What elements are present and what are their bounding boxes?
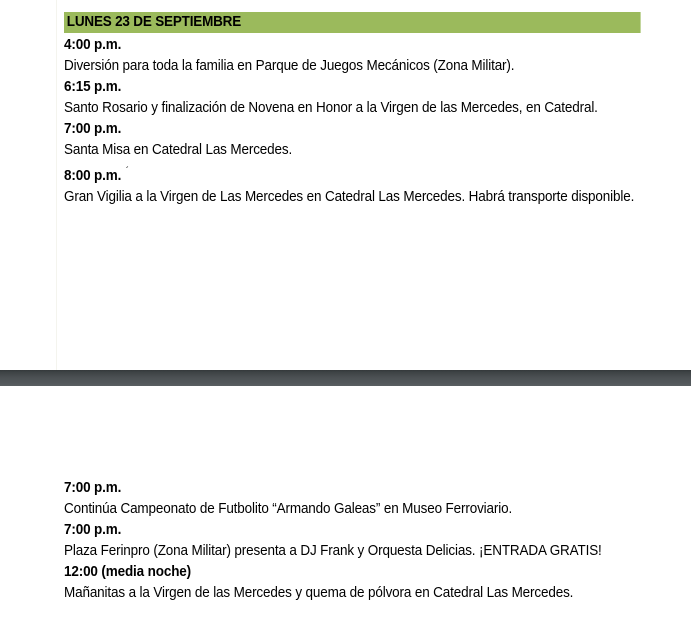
event-time: 4:00 p.m. <box>64 37 122 53</box>
event-description: Santa Misa en Catedral Las Mercedes. <box>64 142 293 158</box>
time-stray-mark: ´ <box>125 166 129 177</box>
event-item <box>64 562 638 604</box>
event-time: 7:00 p.m. <box>64 121 122 137</box>
event-time: 8:00 p.m. ´ <box>64 166 129 184</box>
page-break-separator <box>0 370 691 386</box>
event-time: 7:00 p.m. <box>64 522 122 538</box>
day-header-banner <box>64 12 641 33</box>
event-description: Plaza Ferinpro (Zona Militar) presenta a DJ Frank y Orquesta Delicias. ¡ENTRADA GRATIS! <box>64 543 602 559</box>
event-description: Continúa Campeonato de Futbolito “Armando Galeas” en Museo Ferroviario. <box>64 501 513 517</box>
day-header-label: LUNES 23 DE SEPTIEMBRE <box>66 14 242 30</box>
content-column-bottom <box>64 478 638 604</box>
schedule-section-bottom <box>0 386 691 631</box>
event-item <box>64 119 638 161</box>
event-description: Diversión para toda la familia en Parque de Juegos Mecánicos (Zona Militar). <box>64 58 515 74</box>
content-column-top <box>64 12 638 208</box>
event-description: Mañanitas a la Virgen de las Mercedes y quema de pólvora en Catedral Las Mercedes. <box>64 585 574 601</box>
event-description: Santo Rosario y finalización de Novena en Honor a la Virgen de las Mercedes, en Catedral. <box>64 100 598 116</box>
event-list-bottom <box>64 478 638 604</box>
event-time: 7:00 p.m. <box>64 480 122 496</box>
event-item <box>64 35 638 77</box>
event-item <box>64 478 638 520</box>
event-item <box>64 77 638 119</box>
event-time: 6:15 p.m. <box>64 79 122 95</box>
left-gutter-rule <box>56 0 57 370</box>
event-time: 12:00 (media noche) <box>64 564 192 580</box>
event-list-top <box>64 35 638 208</box>
event-item <box>64 520 638 562</box>
event-description: Gran Vigilia a la Virgen de Las Mercedes en Catedral Las Mercedes. Habrá transporte disponible. <box>64 188 635 205</box>
event-item <box>64 161 638 208</box>
